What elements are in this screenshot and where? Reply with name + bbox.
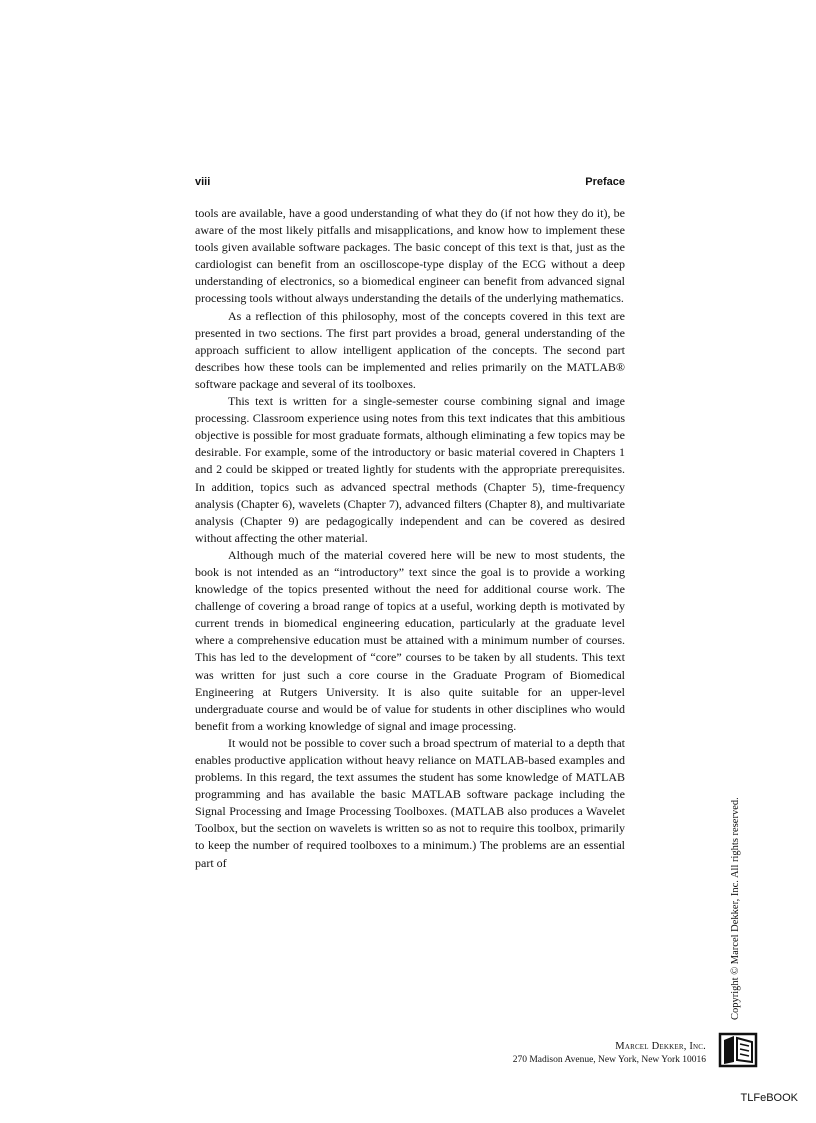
paragraph-1: tools are available, have a good understanding of what they do (if not how they do it), be aware of the most likely pitfalls and misapplications, and know how to implement these tools given available software packages. The basic concept of this text is that, just as the cardiologist can benefit from an oscilloscope-type display of the ECG without a deep understanding of electronics, so a biomedical engineer can benefit from advanced signal processing tools without always understanding the details of the underlying mathematics. <box>195 206 625 306</box>
body-text <box>195 205 625 872</box>
running-head: Preface <box>585 176 625 188</box>
paragraph-2: As a reflection of this philosophy, most of the concepts covered in this text are presented in two sections. The first part provides a broad, general understanding of the approach sufficient to allow intelligent application of the concepts. The second part describes how these tools can be implemented and relies primarily on the MATLAB® software package and several of its toolboxes. <box>195 308 625 391</box>
publisher-address: 270 Madison Avenue, New York, New York 10016 <box>512 1055 706 1065</box>
copyright-notice: Copyright © Marcel Dekker, Inc. All rights reserved. <box>730 797 741 1020</box>
publisher-name: Marcel Dekker, Inc. <box>615 1041 706 1052</box>
publisher-imprint <box>513 1040 706 1067</box>
paragraph-5: It would not be possible to cover such a broad spectrum of material to a depth that enables productive application without heavy reliance on MATLAB-based examples and problems. In this regard, the text assumes the student has some knowledge of MATLAB programming and has available the basic MATLAB software package including the Signal Processing and Image Processing Toolboxes. (MATLAB also produces a Wavelet Toolbox, but the section on wavelets is written so as not to require this toolbox, primarily to keep the number of required toolboxes to a minimum.) The problems are an essential part of <box>195 735 625 870</box>
footer-tag: TLFeBOOK <box>740 1092 798 1104</box>
page-number: viii <box>195 176 211 188</box>
paragraph-4: Although much of the material covered here will be new to most students, the book is not intended as an “introductory” text since the goal is to provide a working knowledge of the topics presented without the need for additional course work. The challenge of covering a broad range of topics at a useful, working depth is motivated by current trends in biomedical engineering education, particularly at the graduate level where a comprehensive education must be attained with a minimum number of courses. This has led to the development of “core” courses to be taken by all students. This text was written for just such a core course in the Graduate Program of Biomedical Engineering at Rutgers University. It is also quite suitable for an upper-level undergraduate course and would be of value for students in other disciplines who would benefit from a working knowledge of signal and image processing. <box>195 547 625 733</box>
publisher-logo-icon <box>718 1030 758 1070</box>
paragraph-3: This text is written for a single-semester course combining signal and image processing. Classroom experience using notes from this text indicates that this ambitious objective is possible for most graduate formats, although eliminating a few topics may be desirable. For example, some of the introductory or basic material covered in Chapters 1 and 2 could be skipped or treated lightly for students with the appropriate prerequisites. In addition, topics such as advanced spectral methods (Chapter 5), time-frequency analysis (Chapter 6), wavelets (Chapter 7), advanced filters (Chapter 8), and multivariate analysis (Chapter 9) are pedagogically independent and can be covered as desired without affecting the other material. <box>195 394 625 545</box>
page-header <box>195 176 625 192</box>
